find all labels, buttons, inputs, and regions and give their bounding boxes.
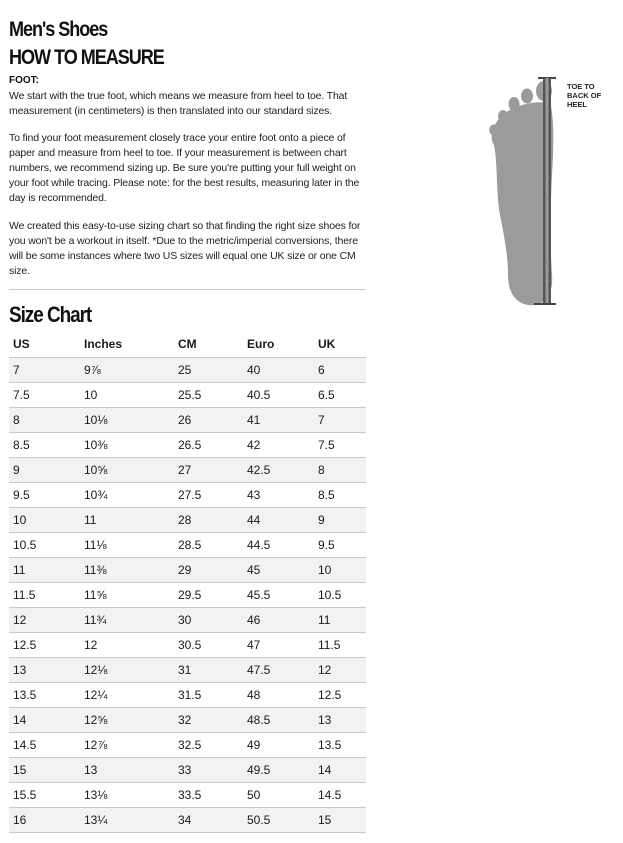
cell-euro: 48 <box>243 683 314 708</box>
cell-cm: 33.5 <box>174 783 243 808</box>
table-row <box>9 358 366 383</box>
table-row <box>9 508 366 533</box>
cell-cm: 34 <box>174 808 243 833</box>
table-row <box>9 758 366 783</box>
cell-us: 14 <box>9 708 80 733</box>
table-row <box>9 483 366 508</box>
table-row <box>9 608 366 633</box>
cell-euro: 47.5 <box>243 658 314 683</box>
cell-inches: 13⅛ <box>80 783 174 808</box>
table-row <box>9 383 366 408</box>
size-chart-table <box>9 331 366 833</box>
cell-inches: 11⅜ <box>80 558 174 583</box>
cell-uk: 12 <box>314 658 366 683</box>
cell-cm: 33 <box>174 758 243 783</box>
cell-uk: 8 <box>314 458 366 483</box>
cell-uk: 15 <box>314 808 366 833</box>
cell-inches: 11 <box>80 508 174 533</box>
cell-euro: 40 <box>243 358 314 383</box>
toe-2 <box>521 89 533 104</box>
cell-us: 15 <box>9 758 80 783</box>
cell-cm: 29.5 <box>174 583 243 608</box>
cell-euro: 41 <box>243 408 314 433</box>
cell-uk: 11.5 <box>314 633 366 658</box>
cell-inches: 13¼ <box>80 808 174 833</box>
cell-euro: 44.5 <box>243 533 314 558</box>
cell-uk: 10 <box>314 558 366 583</box>
cell-inches: 12⅛ <box>80 658 174 683</box>
cell-inches: 12⅝ <box>80 708 174 733</box>
cell-uk: 9.5 <box>314 533 366 558</box>
foot-diagram <box>478 75 608 310</box>
cell-inches: 10¾ <box>80 483 174 508</box>
cell-us: 12 <box>9 608 80 633</box>
cell-cm: 32 <box>174 708 243 733</box>
cell-inches: 11⅝ <box>80 583 174 608</box>
cell-cm: 31 <box>174 658 243 683</box>
table-row <box>9 733 366 758</box>
column-header-us: US <box>9 331 80 358</box>
column-header-cm: CM <box>174 331 243 358</box>
cell-uk: 9 <box>314 508 366 533</box>
cell-us: 9.5 <box>9 483 80 508</box>
cell-cm: 29 <box>174 558 243 583</box>
cell-us: 15.5 <box>9 783 80 808</box>
table-row <box>9 433 366 458</box>
cell-us: 12.5 <box>9 633 80 658</box>
cell-euro: 44 <box>243 508 314 533</box>
cell-uk: 13.5 <box>314 733 366 758</box>
cell-uk: 10.5 <box>314 583 366 608</box>
cell-uk: 12.5 <box>314 683 366 708</box>
cell-us: 13.5 <box>9 683 80 708</box>
cell-uk: 7 <box>314 408 366 433</box>
cell-uk: 13 <box>314 708 366 733</box>
table-row <box>9 533 366 558</box>
cell-uk: 14 <box>314 758 366 783</box>
cell-us: 7.5 <box>9 383 80 408</box>
cell-inches: 12¼ <box>80 683 174 708</box>
divider <box>9 289 366 290</box>
cell-us: 14.5 <box>9 733 80 758</box>
cell-us: 8 <box>9 408 80 433</box>
cell-inches: 10⅛ <box>80 408 174 433</box>
cell-euro: 40.5 <box>243 383 314 408</box>
column-header-inches: Inches <box>80 331 174 358</box>
cell-us: 13 <box>9 658 80 683</box>
cell-euro: 48.5 <box>243 708 314 733</box>
cell-euro: 45 <box>243 558 314 583</box>
cell-inches: 10 <box>80 383 174 408</box>
table-row <box>9 808 366 833</box>
page-title: Men's Shoes <box>9 18 108 41</box>
cell-us: 7 <box>9 358 80 383</box>
cell-inches: 9⅞ <box>80 358 174 383</box>
cell-euro: 42.5 <box>243 458 314 483</box>
cell-euro: 45.5 <box>243 583 314 608</box>
cell-uk: 7.5 <box>314 433 366 458</box>
cell-uk: 11 <box>314 608 366 633</box>
size-chart-title: Size Chart <box>9 302 92 327</box>
table-row <box>9 783 366 808</box>
cell-cm: 28 <box>174 508 243 533</box>
cell-euro: 50.5 <box>243 808 314 833</box>
section-title-how-to-measure: HOW TO MEASURE <box>9 46 164 69</box>
table-row <box>9 633 366 658</box>
table-row <box>9 683 366 708</box>
cell-cm: 31.5 <box>174 683 243 708</box>
cell-inches: 13 <box>80 758 174 783</box>
cell-uk: 8.5 <box>314 483 366 508</box>
cell-euro: 47 <box>243 633 314 658</box>
table-header-row <box>9 331 366 358</box>
cell-cm: 26 <box>174 408 243 433</box>
cell-us: 11 <box>9 558 80 583</box>
paragraph-intro: We start with the true foot, which means we measure from heel to toe. That measurement (in centimeters) is then translated into our standard sizes. <box>9 90 348 117</box>
cell-cm: 32.5 <box>174 733 243 758</box>
foot-label: FOOT: <box>9 75 39 86</box>
paragraph-chart-note: We created this easy-to-use sizing chart so that finding the right size shoes for you won't be a workout in itself. *Due to the metric/imperial conversions, there will be some instances where two US sizes will equal one UK size or one CM size. <box>9 220 361 277</box>
cell-inches: 10⅝ <box>80 458 174 483</box>
cell-us: 11.5 <box>9 583 80 608</box>
paragraph-tracing-instructions: To find your foot measurement closely trace your entire foot onto a piece of paper and measure from heel to toe. If your measurement is between chart numbers, we recommend sizing up. Be sure you're putting your full weight on your foot while tracing. Please note: for the best results, measuring later in the day is recommended. <box>9 132 360 204</box>
cell-inches: 12 <box>80 633 174 658</box>
cell-inches: 10⅜ <box>80 433 174 458</box>
table-row <box>9 558 366 583</box>
cell-cm: 25.5 <box>174 383 243 408</box>
table-row <box>9 708 366 733</box>
cell-euro: 49 <box>243 733 314 758</box>
cell-uk: 6.5 <box>314 383 366 408</box>
cell-cm: 28.5 <box>174 533 243 558</box>
cell-cm: 25 <box>174 358 243 383</box>
column-header-uk: UK <box>314 331 366 358</box>
cell-euro: 50 <box>243 783 314 808</box>
table-body <box>9 358 366 833</box>
table-row <box>9 583 366 608</box>
cell-uk: 6 <box>314 358 366 383</box>
column-header-euro: Euro <box>243 331 314 358</box>
cell-us: 8.5 <box>9 433 80 458</box>
cell-us: 10 <box>9 508 80 533</box>
cell-euro: 46 <box>243 608 314 633</box>
measure-label: TOE TO BACK OF HEEL <box>567 82 602 109</box>
cell-uk: 14.5 <box>314 783 366 808</box>
cell-cm: 30.5 <box>174 633 243 658</box>
cell-euro: 49.5 <box>243 758 314 783</box>
cell-inches: 11⅛ <box>80 533 174 558</box>
table-row <box>9 658 366 683</box>
cell-cm: 30 <box>174 608 243 633</box>
cell-cm: 27.5 <box>174 483 243 508</box>
table-row <box>9 458 366 483</box>
table-row <box>9 408 366 433</box>
cell-cm: 27 <box>174 458 243 483</box>
ruler-stripe <box>546 78 549 304</box>
cell-euro: 42 <box>243 433 314 458</box>
cell-us: 9 <box>9 458 80 483</box>
cell-euro: 43 <box>243 483 314 508</box>
cell-inches: 12⅞ <box>80 733 174 758</box>
cell-us: 16 <box>9 808 80 833</box>
cell-us: 10.5 <box>9 533 80 558</box>
cell-inches: 11¾ <box>80 608 174 633</box>
cell-cm: 26.5 <box>174 433 243 458</box>
